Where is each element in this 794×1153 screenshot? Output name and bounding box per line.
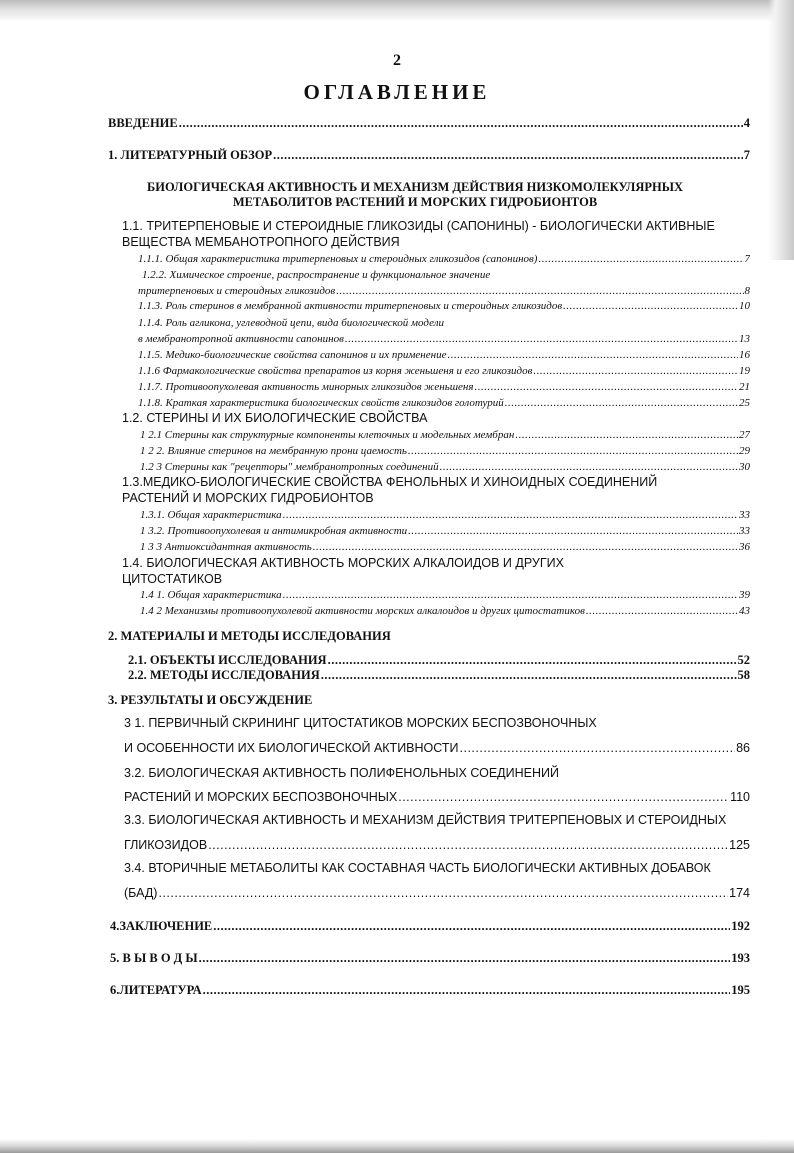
- toc-entry-1-1-7[interactable]: 1.1.7. Противоопухолевая активность минорных гликозидов женьшеня ..... 21: [138, 380, 750, 395]
- toc-entry-introduction[interactable]: ВВЕДЕНИЕ ..... 4: [108, 116, 750, 131]
- toc-entry-1-2-1[interactable]: 1 2.1 Стерины как структурные компоненты клеточных и модельных мембран ..... 27: [140, 428, 750, 443]
- toc-entry-3-1-line-1: 3 1. ПЕРВИЧНЫЙ СКРИНИНГ ЦИТОСТАТИКОВ МОРСКИХ БЕСПОЗВОНОЧНЫХ: [124, 716, 597, 730]
- section-2-title: 2. МАТЕРИАЛЫ И МЕТОДЫ ИССЛЕДОВАНИЯ: [108, 629, 391, 643]
- toc-entry-literature-review[interactable]: 1. ЛИТЕРАТУРНЫЙ ОБЗОР ..... 7: [108, 148, 750, 163]
- toc-entry-2-1[interactable]: 2.1. ОБЪЕКТЫ ИССЛЕДОВАНИЯ ..... 52: [128, 653, 750, 668]
- toc-entry-1-1-6[interactable]: 1.1.6 Фармакологические свойства препаратов из корня женьшеня и его гликозидов ..... 19: [138, 364, 750, 379]
- toc-entry-1-1-5[interactable]: 1.1.5. Медико-биологические свойства сапонинов и их применение ..... 16: [138, 348, 750, 363]
- toc-entry-conclusion[interactable]: 4.ЗАКЛЮЧЕНИЕ ..... 192: [110, 919, 750, 934]
- section-1-3-title-line-2: РАСТЕНИЙ И МОРСКИХ ГИДРОБИОНТОВ: [122, 491, 374, 505]
- toc-entry-3-1[interactable]: И ОСОБЕННОСТИ ИХ БИОЛОГИЧЕСКОЙ АКТИВНОСТИ ..... 86: [124, 741, 750, 756]
- toc-entry-1-4-1[interactable]: 1.4 1. Общая характеристика ..... 39: [140, 588, 750, 603]
- toc-entry-1-3-1[interactable]: 1.3.1. Общая характеристика ..... 33: [140, 508, 750, 523]
- toc-entry-1-2-2b[interactable]: 1 2 2. Влияние стеринов на мембранную прони цаемость ..... 29: [140, 444, 750, 459]
- toc-entry-3-3[interactable]: ГЛИКОЗИДОВ ..... 125: [124, 838, 750, 853]
- toc-entry-2-2[interactable]: 2.2. МЕТОДЫ ИССЛЕДОВАНИЯ ..... 58: [128, 668, 750, 683]
- section-1-3-title-line-1: 1.3.МЕДИКО-БИОЛОГИЧЕСКИЕ СВОЙСТВА ФЕНОЛЬНЫХ И ХИНОИДНЫХ СОЕДИНЕНИЙ: [122, 475, 658, 489]
- page-title: ОГЛАВЛЕНИЕ: [303, 80, 491, 104]
- toc-entry-1-2-2[interactable]: тритерпеновых и стероидных гликозидов ..... 8: [138, 284, 750, 299]
- page-number: 2: [393, 52, 401, 69]
- toc-entry-1-1-4-line-1: 1.1.4. Роль агликона, углеводной цепи, вида биологической модели: [138, 317, 445, 329]
- section-1-1-title-line-2: ВЕЩЕСТВА МЕМБАНОТРОПНОГО ДЕЙСТВИЯ: [122, 235, 400, 249]
- toc-entry-1-1-4[interactable]: в мембранотропной активности сапонинов ..... 13: [138, 332, 750, 347]
- toc-entry-1-3-3[interactable]: 1 3 3 Антиоксидантная активность ..... 36: [140, 540, 750, 555]
- toc-entry-references[interactable]: 6.ЛИТЕРАТУРА ..... 195: [110, 983, 750, 998]
- toc-entry-3-2-line-1: 3.2. БИОЛОГИЧЕСКАЯ АКТИВНОСТЬ ПОЛИФЕНОЛЬНЫХ СОЕДИНЕНИЙ: [124, 766, 559, 780]
- toc-entry-3-3-line-1: 3.3. БИОЛОГИЧЕСКАЯ АКТИВНОСТЬ И МЕХАНИЗМ ДЕЙСТВИЯ ТРИТЕРПЕНОВЫХ И СТЕРОИДНЫХ: [124, 813, 727, 827]
- toc-entry-3-2[interactable]: РАСТЕНИЙ И МОРСКИХ БЕСПОЗВОНОЧНЫХ ..... 110: [124, 790, 750, 805]
- toc-entry-1-1-8[interactable]: 1.1.8. Краткая характеристика биологических свойств гликозидов голотурий ..... 25: [138, 396, 750, 411]
- toc-entry-1-4-2[interactable]: 1.4 2 Механизмы противоопухолевой активности морских алкалоидов и других цитостатиков ..... 43: [140, 604, 750, 619]
- section-1-4-title-line-2: ЦИТОСТАТИКОВ: [122, 572, 223, 586]
- chapter-heading-line-1: БИОЛОГИЧЕСКАЯ АКТИВНОСТЬ И МЕХАНИЗМ ДЕЙСТВИЯ НИЗКОМОЛЕКУЛЯРНЫХ: [146, 180, 684, 194]
- toc-entry-conclusions-list[interactable]: 5. В Ы В О Д Ы ..... 193: [110, 951, 750, 966]
- toc-entry-3-4-line-1: 3.4. ВТОРИЧНЫЕ МЕТАБОЛИТЫ КАК СОСТАВНАЯ ЧАСТЬ БИОЛОГИЧЕСКИ АКТИВНЫХ ДОБАВОК: [124, 861, 711, 875]
- chapter-heading-line-2: МЕТАБОЛИТОВ РАСТЕНИЙ И МОРСКИХ ГИДРОБИОНТОВ: [232, 195, 598, 209]
- section-1-2-title: 1.2. СТЕРИНЫ И ИХ БИОЛОГИЧЕСКИЕ СВОЙСТВА: [122, 411, 428, 425]
- section-3-title: 3. РЕЗУЛЬТАТЫ И ОБСУЖДЕНИЕ: [108, 693, 313, 707]
- section-1-4-title-line-1: 1.4. БИОЛОГИЧЕСКАЯ АКТИВНОСТЬ МОРСКИХ АЛКАЛОИДОВ И ДРУГИХ: [122, 556, 564, 570]
- section-1-1-title-line-1: 1.1. ТРИТЕРПЕНОВЫЕ И СТЕРОИДНЫЕ ГЛИКОЗИДЫ (САПОНИНЫ) - БИОЛОГИЧЕСКИ АКТИВНЫЕ: [122, 219, 715, 233]
- toc-entry-1-1-3[interactable]: 1.1.3. Роль стеринов в мембранной активности тритерпеновых и стероидных гликозидов ..... 10: [138, 299, 750, 314]
- toc-entry-1-3-2[interactable]: 1 3.2. Противоопухолевая и антимикробная активности ..... 33: [140, 524, 750, 539]
- toc-entry-1-2-3[interactable]: 1.2 3 Стерины как "рецепторы" мембранотропных соединений ..... 30: [140, 460, 750, 475]
- toc-entry-1-1-1[interactable]: 1.1.1. Общая характеристика тритерпеновых и стероидных гликозидов (сапонинов) ..... 7: [138, 252, 750, 267]
- toc-entry-1-2-2-line-1: 1.2.2. Химическое строение, распространение и функциональное значение: [142, 269, 491, 281]
- toc-entry-3-4[interactable]: (БАД) ..... 174: [124, 886, 750, 901]
